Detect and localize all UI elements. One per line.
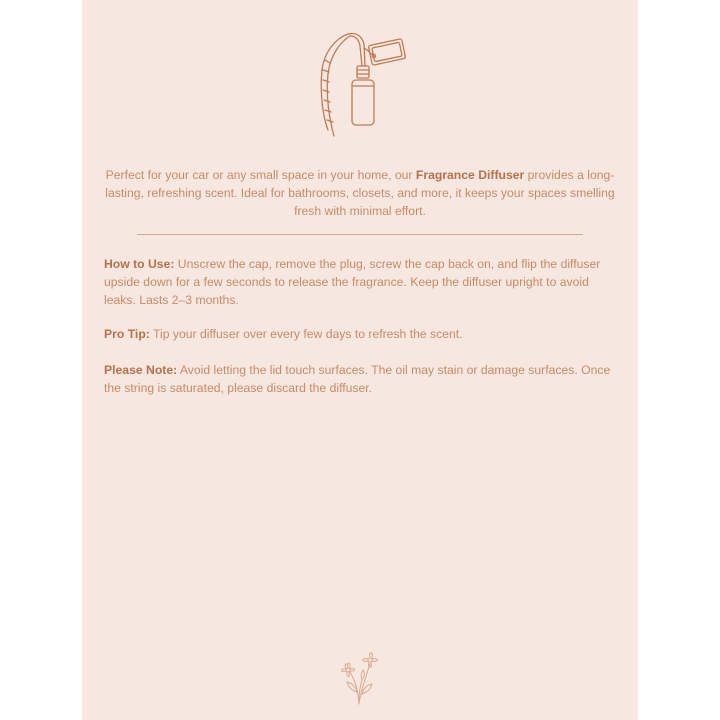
info-card bbox=[82, 0, 638, 720]
please-note-section bbox=[104, 361, 614, 397]
product-name: Fragrance Diffuser bbox=[415, 168, 525, 182]
intro-text-before: Perfect for your car or any small space in your home, our bbox=[105, 168, 416, 182]
pro-tip-label: Pro Tip: bbox=[104, 327, 150, 341]
diffuser-illustration-icon bbox=[308, 30, 408, 145]
intro-text-after: provides a long-lasting, refreshing scent. Ideal for bathrooms, closets, and more, it keeps your spaces smelling fresh with minimal effort. bbox=[105, 168, 615, 218]
intro-paragraph bbox=[104, 166, 616, 220]
please-note-label: Please Note: bbox=[104, 363, 178, 377]
pro-tip-section bbox=[104, 325, 614, 343]
how-to-use-label: How to Use: bbox=[104, 257, 175, 271]
divider bbox=[137, 234, 583, 235]
how-to-use-section bbox=[104, 255, 614, 309]
flower-icon bbox=[336, 648, 382, 706]
pro-tip-text: Tip your diffuser over every few days to refresh the scent. bbox=[149, 327, 463, 341]
how-to-use-text: Unscrew the cap, remove the plug, screw the cap back on, and flip the diffuser upside down for a few seconds to release the fragrance. Keep the diffuser upright to avoid leaks. Lasts 2–3 months. bbox=[104, 257, 601, 307]
please-note-text: Avoid letting the lid touch surfaces. The oil may stain or damage surfaces. Once the string is saturated, please discard the diffuser. bbox=[104, 363, 611, 395]
